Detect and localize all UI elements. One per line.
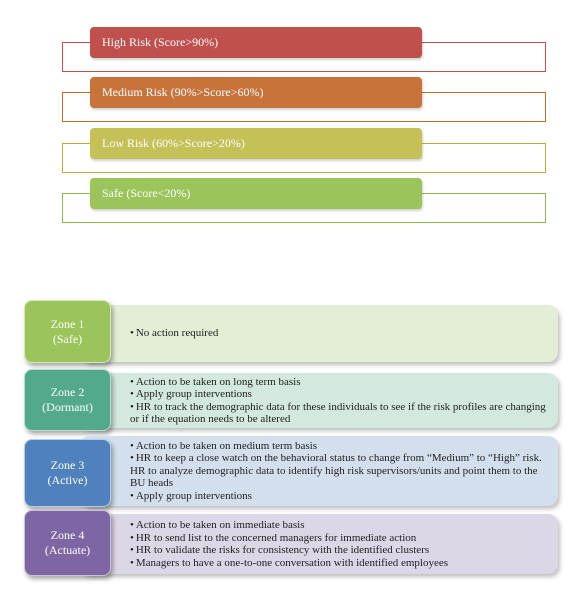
zone-2-actions <box>130 373 550 428</box>
zone-action-item: • No action required <box>130 327 550 340</box>
zone-action-item: • Managers to have a one-to-one conversation with identified employees <box>130 557 550 570</box>
zone-4-actions <box>130 514 550 574</box>
zone-3-panel <box>80 436 558 506</box>
zone-action-item: • Action to be taken on medium term basis <box>130 440 550 453</box>
zone-action-item: • Action to be taken on immediate basis <box>130 519 550 532</box>
zone-4-status: (Actuate) <box>44 543 91 557</box>
zone-1-status: (Safe) <box>52 331 83 346</box>
zone-action-item: • Apply group interventions <box>130 388 550 401</box>
zone-3-name: Zone 3 <box>50 458 85 472</box>
zone-action-item: • HR to track the demographic data for these individuals to see if the risk profiles are changing or if the equation needs to be altered <box>130 401 550 426</box>
risk-bar-safe: Safe (Score<20%) <box>90 178 422 209</box>
zone-3-actions <box>130 436 550 506</box>
risk-bar-medium: Medium Risk (90%>Score>60%) <box>90 77 422 108</box>
zone-action-item: • HR to keep a close watch on the behavioral status to change from “Medium” to “High” risk. HR to analyze demographic data to identify high risk supervisors/units and point them to the BU heads <box>130 452 550 490</box>
risk-bar-low: Low Risk (60%>Score>20%) <box>90 128 422 159</box>
zone-3-label <box>24 439 111 507</box>
zone-action-item: • Apply group interventions <box>130 490 550 503</box>
zone-1-actions <box>130 305 550 362</box>
zone-action-item: • HR to validate the risks for consistency with the identified clusters <box>130 544 550 557</box>
zone-1-name: Zone 1 <box>50 316 85 331</box>
zone-4-name: Zone 4 <box>50 528 85 542</box>
zone-2-status: (Dormant) <box>42 400 93 414</box>
zone-action-item: • Action to be taken on long term basis <box>130 376 550 389</box>
zone-3-status: (Active) <box>47 473 88 487</box>
zone-2-label <box>24 369 111 431</box>
zone-4-panel <box>80 514 558 574</box>
zone-4-label <box>24 510 111 576</box>
zone-2-name: Zone 2 <box>50 385 85 399</box>
risk-bar-high: High Risk (Score>90%) <box>90 27 422 58</box>
zone-2-panel <box>80 373 558 428</box>
zone-action-item: • HR to send list to the concerned managers for immediate action <box>130 532 550 545</box>
zone-1-label <box>24 300 111 363</box>
zone-1-panel <box>80 305 558 362</box>
